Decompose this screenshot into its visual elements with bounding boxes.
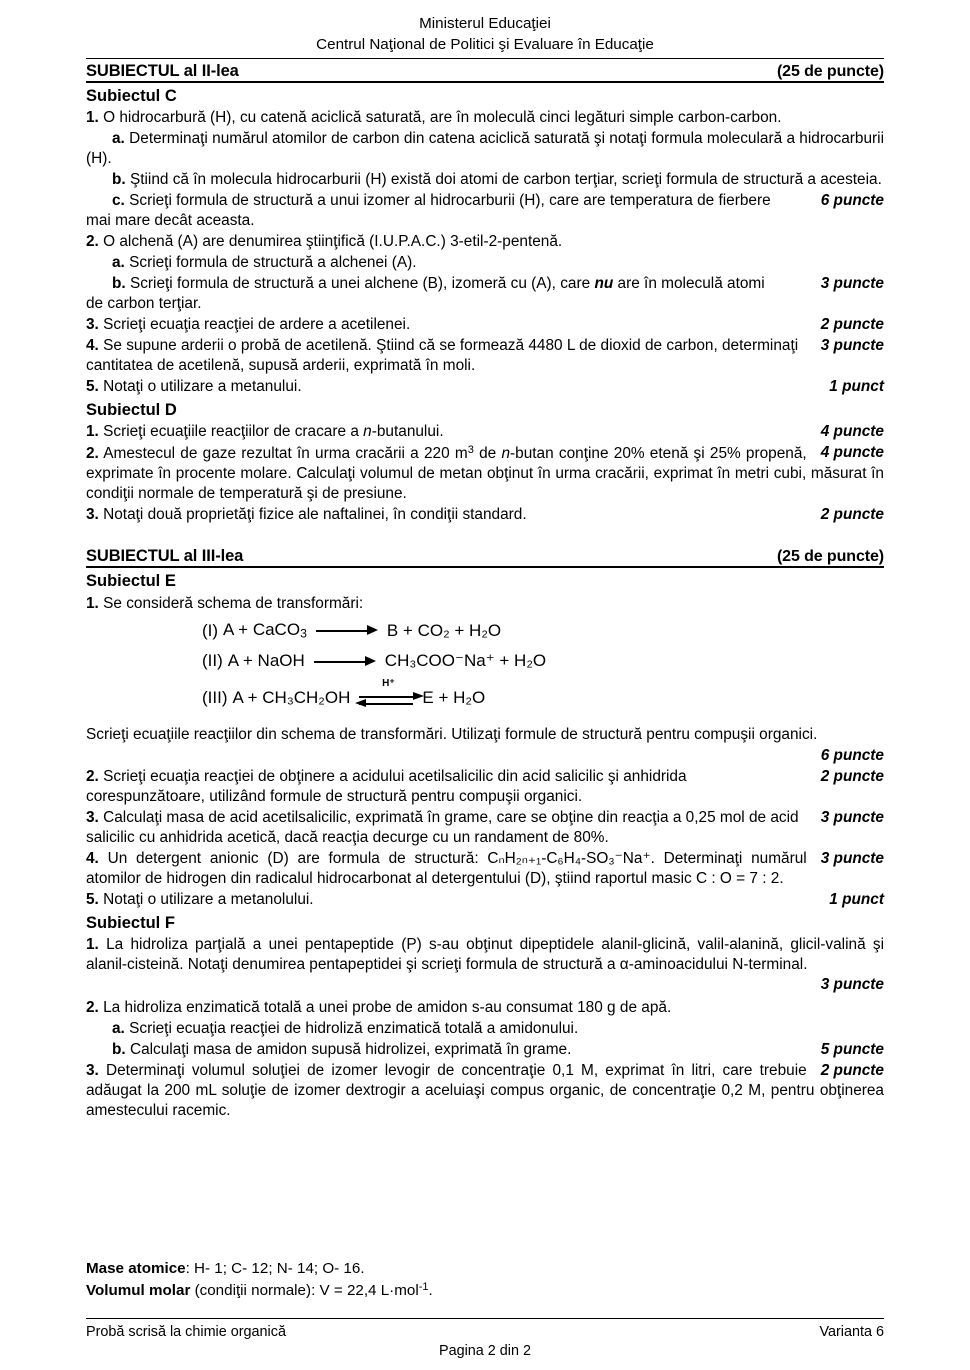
question-text: Determinaţi volumul soluţiei de izomer levogir de concentraţie 0,1 M, exprimat în litri, care trebuie adăugat la 200 mL soluţie de izomer dextrogir a aceluiaşi compus organic, de concentraţie 0,2 M, pentru obţinerea amestecului racemic. bbox=[86, 1061, 884, 1119]
section-heading-subject-3 bbox=[86, 547, 884, 568]
equation-label: (III) bbox=[202, 687, 228, 707]
section-title: SUBIECTUL al II-lea bbox=[86, 61, 239, 80]
part-title-e: Subiectul E bbox=[86, 572, 176, 591]
equation-reactants bbox=[223, 621, 307, 640]
question-number: 5. bbox=[86, 378, 99, 396]
points-badge: 3 puncte bbox=[820, 849, 884, 867]
question-number: 5. bbox=[86, 890, 99, 908]
points-badge-e1: 6 puncte bbox=[820, 746, 884, 764]
subquestion-text: Determinaţi numărul atomilor de carbon din catena aciclică saturată şi notaţi formula moleculară a hidrocarburii (H). bbox=[86, 130, 884, 168]
question-text: Calculaţi masa de acid acetilsalicilic, exprimată în grame, care se obţine din reacţia a 0,25 mol de acid salicilic cu anhidrida acetică, dacă reacţia decurge cu un randament de 80%. bbox=[86, 808, 799, 846]
question-e4 bbox=[86, 849, 884, 889]
question-number: 3. bbox=[86, 808, 99, 826]
molar-volume-value: : V = 22,4 L·mol bbox=[311, 1281, 419, 1299]
points-badge: 2 puncte bbox=[820, 506, 884, 524]
question-text: Scrieţi ecuaţia reacţiei de obţinere a acidului acetilsalicilic din acid salicilic şi anhidrida corespunzătoare, utilizând formule de structură pentru compuşii organici. bbox=[86, 767, 687, 805]
subquestion-label: a. bbox=[112, 1019, 125, 1037]
question-text: Notaţi două proprietăţi fizice ale naftalinei, în condiţii standard. bbox=[98, 506, 527, 524]
question-text: Scrieţi ecuaţia reacţiei de ardere a acetilenei. bbox=[98, 316, 411, 334]
closing-text: Scrieţi ecuaţiile reacţiilor din schema de transformări. Utilizaţi formule de structură pentru compuşii organici. bbox=[86, 726, 818, 744]
question-text: Notaţi o utilizare a metanolului. bbox=[98, 890, 314, 908]
reaction-arrow-icon bbox=[316, 623, 378, 637]
question-d2 bbox=[86, 443, 884, 504]
reaction-arrow-icon bbox=[314, 654, 376, 668]
subquestion-text: Scrieţi formula de structură a unui izomer al hidrocarburii (H), care are temperatura de fierbere mai mare decât aceasta. bbox=[86, 192, 771, 230]
points-badge: 1 punct bbox=[829, 890, 884, 908]
points-badge: 3 puncte bbox=[820, 808, 884, 826]
section-points: (25 de puncte) bbox=[776, 548, 884, 566]
subquestion-text: Ştiind că în molecula hidrocarburii (H) există doi atomi de carbon terţiar, scrieţi formula de structură a acesteia. bbox=[125, 171, 882, 189]
section-points: (25 de puncte) bbox=[776, 62, 884, 80]
question-d3 bbox=[86, 505, 884, 525]
question-number: 4. bbox=[86, 849, 99, 867]
transformation-scheme bbox=[86, 621, 884, 713]
equation-label: (I) bbox=[202, 620, 219, 640]
points-badge: 6 puncte bbox=[820, 192, 884, 210]
question-number: 2. bbox=[86, 767, 99, 785]
question-c1 bbox=[86, 108, 884, 128]
question-number: 1. bbox=[86, 935, 99, 953]
subquestion-text: Calculaţi masa de amidon supusă hidrolizei, exprimată în grame. bbox=[125, 1040, 572, 1058]
question-e1-closing bbox=[86, 725, 884, 745]
question-c4 bbox=[86, 336, 884, 376]
question-text: Notaţi o utilizare a metanului. bbox=[98, 378, 302, 396]
header-divider bbox=[86, 58, 884, 59]
section-heading-subject-2 bbox=[86, 62, 884, 83]
ministry-line: Ministerul Educaţiei bbox=[419, 15, 551, 32]
question-c2b bbox=[86, 274, 884, 314]
question-text: La hidroliza enzimatică totală a unei probe de amidon s-au consumat 180 g de apă. bbox=[98, 998, 672, 1016]
points-badge: 1 punct bbox=[829, 378, 884, 396]
subquestion-label: b. bbox=[112, 171, 126, 189]
arrow-line-top bbox=[359, 696, 413, 698]
question-number: 1. bbox=[86, 109, 99, 127]
part-title-c: Subiectul C bbox=[86, 86, 177, 105]
points-badge: 2 puncte bbox=[820, 316, 884, 334]
emphasis-n: n bbox=[501, 445, 511, 463]
equation-products: CH₃COO⁻Na⁺ + H₂O bbox=[384, 651, 547, 671]
question-text-part2: . Determinaţi numărul atomilor de hidrogen din radicalul hidrocarbonat al detergentului (D), ştiind raportul masic C : O = 7 : 2. bbox=[86, 849, 807, 887]
question-text: O alchenă (A) are denumirea ştiinţifică (I.U.P.A.C.) 3-etil-2-pentenă. bbox=[98, 233, 563, 251]
question-c5 bbox=[86, 377, 884, 397]
question-number: 3. bbox=[86, 1061, 99, 1079]
question-f2b bbox=[86, 1040, 884, 1060]
question-number: 4. bbox=[86, 337, 99, 355]
question-number: 1. bbox=[86, 423, 99, 441]
question-text-part1: Scrieţi ecuaţiile reacţiilor de cracare a bbox=[98, 423, 364, 441]
section-title: SUBIECTUL al III-lea bbox=[86, 547, 244, 566]
molar-volume-line bbox=[86, 1280, 884, 1302]
part-title-f: Subiectul F bbox=[86, 913, 175, 932]
emphasis-nu: nu bbox=[594, 275, 614, 293]
equation-reactants: A + NaOH bbox=[227, 651, 305, 671]
equation-products: B + CO₂ + H₂O bbox=[386, 620, 502, 640]
question-number: 2. bbox=[86, 233, 99, 251]
points-badge: 4 puncte bbox=[820, 423, 884, 441]
equation-3 bbox=[86, 678, 884, 712]
subscript: 3 bbox=[300, 626, 307, 641]
page-footer bbox=[86, 1318, 884, 1359]
superscript-3: 3 bbox=[467, 444, 474, 457]
equation-label: (II) bbox=[202, 651, 223, 671]
part-title-d: Subiectul D bbox=[86, 401, 177, 420]
equation-reactants: A + CH₃CH₂OH bbox=[232, 687, 351, 707]
molar-volume-end: . bbox=[428, 1281, 433, 1299]
question-number: 3. bbox=[86, 506, 99, 524]
points-badge: 4 puncte bbox=[820, 444, 884, 462]
points-badge: 2 puncte bbox=[820, 767, 884, 785]
molar-volume-label: Volumul molar bbox=[86, 1281, 191, 1299]
question-text: Se supune arderii o probă de acetilenă. Ştiind că se formează 4480 L de dioxid de carbon, determinaţi cantitatea de acetilenă, supusă arderii, exprimată în moli. bbox=[86, 337, 799, 375]
arrow-head-left bbox=[355, 699, 366, 707]
question-c1b bbox=[86, 170, 884, 190]
footer-row bbox=[86, 1319, 884, 1340]
question-f2a bbox=[86, 1019, 884, 1039]
footer-variant: Varianta 6 bbox=[819, 1324, 884, 1340]
question-text: O hidrocarbură (H), cu catenă aciclică saturată, are în moleculă cinci legături simple carbon-carbon. bbox=[98, 109, 782, 127]
arrow-line-bottom bbox=[359, 703, 413, 705]
question-f3 bbox=[86, 1061, 884, 1121]
subquestion-text: Scrieţi formula de structură a alchenei (A). bbox=[124, 254, 417, 272]
question-text-part2: -butanului. bbox=[371, 423, 444, 441]
subquestion-label: b. bbox=[112, 275, 126, 293]
question-e2 bbox=[86, 767, 884, 807]
question-text-part1: Un detergent anionic (D) are formula de structură: bbox=[98, 849, 488, 867]
equation-2 bbox=[86, 652, 884, 669]
subquestion-text: Scrieţi ecuaţia reacţiei de hidroliză enzimatică totală a amidonului. bbox=[124, 1019, 579, 1037]
atomic-masses-label: Mase atomice bbox=[86, 1260, 186, 1277]
footer-exam-name: Probă scrisă la chimie organică bbox=[86, 1324, 286, 1340]
question-c1c bbox=[86, 191, 884, 231]
question-c2a bbox=[86, 253, 884, 273]
question-text-part2: de bbox=[473, 445, 502, 463]
question-c1a bbox=[86, 129, 884, 169]
question-e3 bbox=[86, 808, 884, 848]
subquestion-text-part2: are în moleculă atomi de carbon terţiar. bbox=[86, 275, 765, 313]
molar-volume-condition: (condiţii normale) bbox=[190, 1281, 312, 1299]
question-c2 bbox=[86, 232, 884, 252]
subquestion-label: a. bbox=[112, 254, 125, 272]
question-number: 2. bbox=[86, 998, 99, 1016]
arrow-head-right bbox=[413, 692, 424, 700]
question-f2 bbox=[86, 998, 884, 1018]
reactant-text: A + CaCO bbox=[223, 619, 301, 639]
question-number: 3. bbox=[86, 316, 99, 334]
question-f1 bbox=[86, 935, 884, 975]
catalyst-label: H⁺ bbox=[382, 678, 395, 690]
question-number: 1. bbox=[86, 594, 99, 612]
question-text-part3: -butan conţine 20% etenă şi 25% propenă, exprimate în procente molare. Calculaţi volumul de metan obţinut în urma cracării, exprimat în metri cubi, măsurat în condiţii normale de temperatură şi de presiune. bbox=[86, 445, 884, 503]
subquestion-label: a. bbox=[112, 130, 125, 148]
subquestion-label: b. bbox=[112, 1040, 126, 1058]
question-text: La hidroliza parţială a unei pentapeptide (P) s-au obţinut dipeptidele alanil-glicină, valil-alanină, glicil-valină şi alanil-cisteină. Notaţi denumirea pentapeptidei şi scrieţi formula de structură a α-aminoacidului N-terminal. bbox=[86, 935, 884, 973]
atomic-masses-values: : H- 1; C- 12; N- 14; O- 16. bbox=[185, 1260, 365, 1277]
reversible-reaction-arrow-icon bbox=[356, 678, 420, 712]
question-e1 bbox=[86, 594, 884, 614]
subquestion-text-part1: Scrieţi formula de structură a unei alchene (B), izomeră cu (A), care bbox=[125, 275, 595, 293]
subquestion-label: c. bbox=[112, 192, 125, 210]
points-badge: 5 puncte bbox=[820, 1040, 884, 1058]
molar-volume-exponent: -1 bbox=[418, 1280, 429, 1293]
constants-notes bbox=[86, 1258, 884, 1301]
question-text-part1: Amestecul de gaze rezultat în urma cracării a 220 m bbox=[98, 445, 468, 463]
points-badge-f1: 3 puncte bbox=[820, 975, 884, 993]
question-text: Se consideră schema de transformări: bbox=[98, 594, 364, 612]
equation-products: E + H₂O bbox=[422, 687, 486, 707]
document-header bbox=[86, 14, 884, 56]
emphasis-n: n bbox=[363, 423, 372, 441]
detergent-formula: CₙH₂ₙ₊₁-C₆H₄-SO₃⁻Na⁺ bbox=[487, 849, 651, 867]
footer-page-number: Pagina 2 din 2 bbox=[438, 1343, 531, 1359]
points-badge: 3 puncte bbox=[820, 275, 884, 293]
question-c3 bbox=[86, 315, 884, 335]
question-e5 bbox=[86, 890, 884, 910]
question-number: 2. bbox=[86, 445, 99, 463]
equation-1 bbox=[86, 621, 884, 640]
points-badge: 3 puncte bbox=[820, 337, 884, 355]
question-d1 bbox=[86, 422, 884, 442]
center-line: Centrul Naţional de Politici şi Evaluare în Educaţie bbox=[316, 35, 654, 53]
points-badge: 2 puncte bbox=[820, 1061, 884, 1079]
atomic-masses-line bbox=[86, 1258, 884, 1280]
